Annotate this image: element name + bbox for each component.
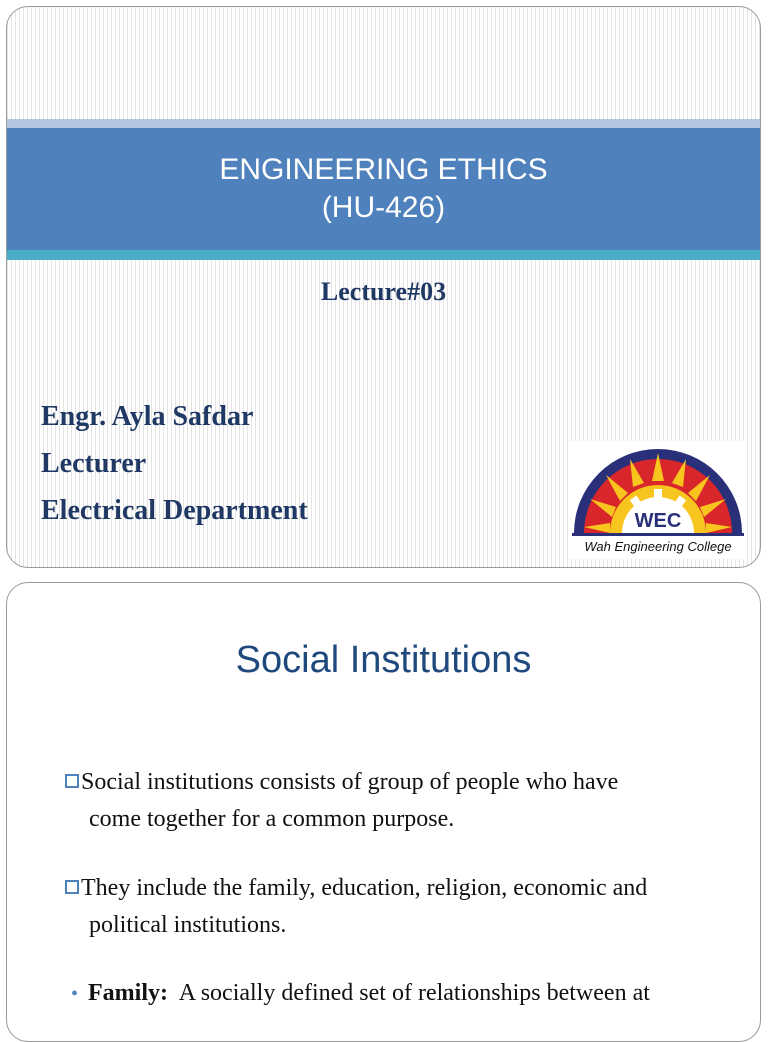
checkbox-bullet-icon	[65, 880, 79, 894]
course-code: (HU-426)	[321, 191, 446, 224]
paragraph-institution-types	[65, 870, 720, 944]
paragraph-text: political institutions.	[89, 912, 287, 938]
paragraph-text: They include the family, education, religion, economic and	[81, 875, 648, 901]
title-band-top-stripe	[7, 119, 760, 128]
bullet-term: Family:	[88, 980, 168, 1006]
content-slide	[6, 582, 761, 1042]
slide-title: Social Institutions	[235, 639, 532, 681]
title-band	[7, 128, 760, 250]
presenter-block	[41, 393, 308, 534]
logo-college-name: Wah Engineering College	[584, 539, 732, 554]
title-band-bottom-stripe	[7, 250, 760, 260]
paragraph-text: come together for a common purpose.	[89, 806, 455, 832]
bullet-dot-icon: •	[71, 983, 79, 1005]
bullet-text: A socially defined set of relationships between at	[178, 980, 650, 1006]
checkbox-bullet-icon	[65, 774, 79, 788]
paragraph-social-institutions	[65, 764, 720, 838]
course-title: ENGINEERING ETHICS	[219, 153, 548, 186]
lecture-number: Lecture#03	[320, 277, 447, 306]
presenter-name: Engr. Ayla Safdar	[41, 401, 254, 432]
bullet-family	[65, 975, 720, 1013]
title-slide	[6, 6, 761, 568]
paragraph-text: Social institutions consists of group of people who have	[81, 769, 619, 795]
presenter-role: Lecturer	[41, 448, 147, 479]
presenter-department: Electrical Department	[41, 495, 308, 526]
college-logo	[570, 441, 746, 559]
logo-abbrev: WEC	[634, 510, 682, 532]
